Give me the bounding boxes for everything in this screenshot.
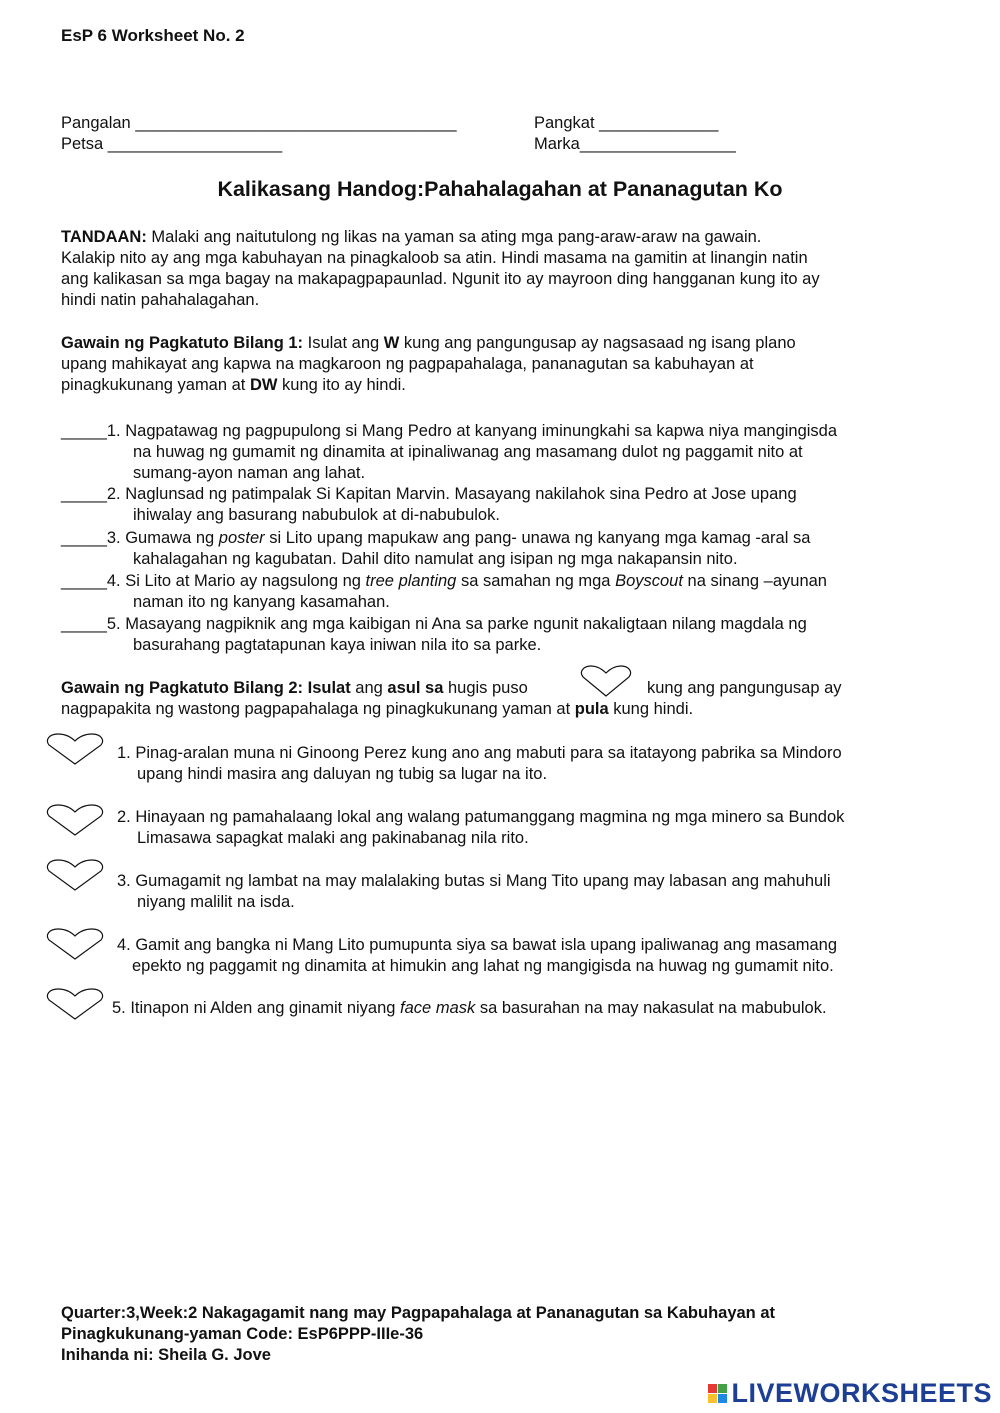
item-line: basurahang pagtatapunan kaya iniwan nila ito sa parke.: [133, 636, 542, 654]
heart-icon: [580, 664, 632, 698]
item-line: kahalagahan ng kagubatan. Dahil dito namulat ang isipan ng mga nakapansin nito.: [133, 550, 738, 568]
item-line: 1. Pinag-aralan muna ni Ginoong Perez kung ano ang mabuti para sa itatayong pabrika sa Mindoro: [117, 744, 842, 762]
item-line: upang hindi masira ang daluyan ng tubig sa lugar na ito.: [137, 765, 548, 783]
item-text: _____4. Si Lito at Mario ay nagsulong ng: [61, 572, 366, 590]
item-italic: tree planting: [365, 572, 457, 590]
score-field[interactable]: Marka_________________: [534, 135, 736, 153]
item-line: na huwag ng gumamit ng dinamita at ipinaliwanag ang masamang dulot ng paggamit nito at: [133, 443, 803, 461]
item-line: naman ito ng kanyang kasamahan.: [133, 593, 390, 611]
activity1-line-2: upang mahikayat ang kapwa na magkaroon ng pagpapahalaga, pananagutan sa kabuhayan at: [61, 355, 754, 373]
activity2-item-2: [117, 807, 947, 849]
heart-icon[interactable]: [46, 987, 104, 1021]
activity1-text: pinagkukunang yaman at: [61, 376, 250, 394]
activity1-item-2[interactable]: [61, 484, 941, 526]
item-line: 4. Gamit ang bangka ni Mang Lito pumupunta siya sa bawat isla upang ipaliwanag ang masamang: [117, 936, 838, 954]
footer-author: Inihanda ni: Sheila G. Jove: [61, 1346, 271, 1364]
tandaan-paragraph: [61, 227, 941, 311]
name-field[interactable]: Pangalan ___________________________________: [61, 114, 457, 132]
activity2-asul: asul sa: [387, 679, 444, 697]
activity2-item-1: [117, 743, 947, 785]
activity2-text: nagpapakita ng wastong pagpapahalaga ng pinagkukunang yaman at: [61, 700, 575, 718]
item-text: _____3. Gumawa ng: [61, 529, 219, 547]
tandaan-line-2: Kalakip nito ay ang mga kabuhayan na pinagkaloob sa atin. Hindi masama na gamitin at linangin natin: [61, 249, 808, 267]
worksheet-title: Kalikasang Handog:Pahahalagahan at Pananagutan Ko: [217, 177, 783, 201]
item-italic: poster: [218, 529, 265, 547]
tandaan-label: TANDAAN:: [61, 228, 147, 246]
item-line: _____5. Masayang nagpiknik ang mga kaibigan ni Ana sa parke ngunit nakaligtaan nilang magdala ng: [61, 615, 807, 633]
activity2-text: hugis puso: [443, 679, 528, 697]
item-text: sa basurahan na may nakasulat na mabubulok.: [475, 999, 827, 1017]
tandaan-line-1: Malaki ang naitutulong ng likas na yaman sa ating mga pang-araw-araw na gawain.: [146, 228, 762, 246]
item-line: niyang malilit na isda.: [137, 893, 295, 911]
activity2-item-3: [117, 871, 947, 913]
logo-cube-icon: [708, 1384, 727, 1403]
date-field[interactable]: Petsa ___________________: [61, 135, 283, 153]
item-italic: face mask: [400, 999, 476, 1017]
heart-icon[interactable]: [46, 927, 104, 961]
heart-icon[interactable]: [46, 858, 104, 892]
activity1-w: W: [383, 334, 400, 352]
activity2-text-cont: kung ang pangungusap ay: [647, 679, 842, 697]
activity1-text: kung ito ay hindi.: [277, 376, 406, 394]
activity2-text: kung hindi.: [608, 700, 694, 718]
heart-icon[interactable]: [46, 732, 104, 766]
activity1-label: Gawain ng Pagkatuto Bilang 1:: [61, 334, 304, 352]
tandaan-line-3: ang kalikasan sa mga bagay na makapagpapaunlad. Ngunit ito ay mayroon ding hangganan kung ito ay: [61, 270, 820, 288]
footer: [61, 1303, 941, 1366]
item-line: sumang-ayon naman ang lahat.: [133, 464, 366, 482]
item-line: _____1. Nagpatawag ng pagpupulong si Mang Pedro at kanyang iminungkahi sa kapwa niya mangingisda: [61, 422, 838, 440]
item-line: 3. Gumagamit ng lambat na may malalaking butas si Mang Tito upang may labasan ang mahuhuli: [117, 872, 831, 890]
activity1-text: Isulat ang: [303, 334, 384, 352]
activity1-item-4[interactable]: [61, 571, 941, 613]
activity1-item-3[interactable]: [61, 528, 941, 570]
activity2-item-4: [117, 935, 947, 977]
footer-code: Pinagkukunang-yaman Code: EsP6PPP-IIIe-36: [61, 1325, 424, 1343]
tandaan-line-4: hindi natin pahahalagahan.: [61, 291, 260, 309]
item-text: sa samahan ng mga: [456, 572, 616, 590]
item-text: si Lito upang mapukaw ang pang- unawa ng kanyang mga kamag -aral sa: [264, 529, 811, 547]
liveworksheets-logo[interactable]: [708, 1378, 992, 1409]
item-line: 2. Hinayaan ng pamahalaang lokal ang walang patumanggang magmina ng mga minero sa Bundok: [117, 808, 845, 826]
activity1-dw: DW: [249, 376, 278, 394]
heart-icon[interactable]: [46, 803, 104, 837]
activity2-pula: pula: [574, 700, 609, 718]
activity1-item-1[interactable]: [61, 421, 941, 484]
activity2-text: ang: [350, 679, 388, 697]
item-italic: Boyscout: [615, 572, 683, 590]
item-text: 5. Itinapon ni Alden ang ginamit niyang: [112, 999, 401, 1017]
activity1-item-5[interactable]: [61, 614, 941, 656]
footer-quarter: Quarter:3,Week:2 Nakagagamit nang may Pagpapahalaga at Pananagutan sa Kabuhayan at: [61, 1304, 776, 1322]
item-line: _____2. Naglunsad ng patimpalak Si Kapitan Marvin. Masayang nakilahok sina Pedro at Jose upang: [61, 485, 797, 503]
logo-text: LIVEWORKSHEETS: [731, 1378, 992, 1408]
activity1-text: kung ang pangungusap ay nagsasaad ng isang plano: [399, 334, 796, 352]
worksheet-header: EsP 6 Worksheet No. 2: [61, 26, 245, 45]
item-line: ihiwalay ang basurang nabubulok at di-nabubulok.: [133, 506, 500, 524]
section-field[interactable]: Pangkat _____________: [534, 114, 719, 132]
activity2-item-5: [112, 998, 947, 1019]
activity2-label: Gawain ng Pagkatuto Bilang 2: Isulat: [61, 679, 351, 697]
item-line: Limasawa sapagkat malaki ang pakinabanag nila rito.: [137, 829, 529, 847]
activity1-instructions: [61, 333, 941, 396]
item-line: epekto ng paggamit ng dinamita at himukin ang lahat ng mangigisda na huwag ng gumamit nito.: [132, 957, 834, 975]
item-text: na sinang –ayunan: [682, 572, 827, 590]
